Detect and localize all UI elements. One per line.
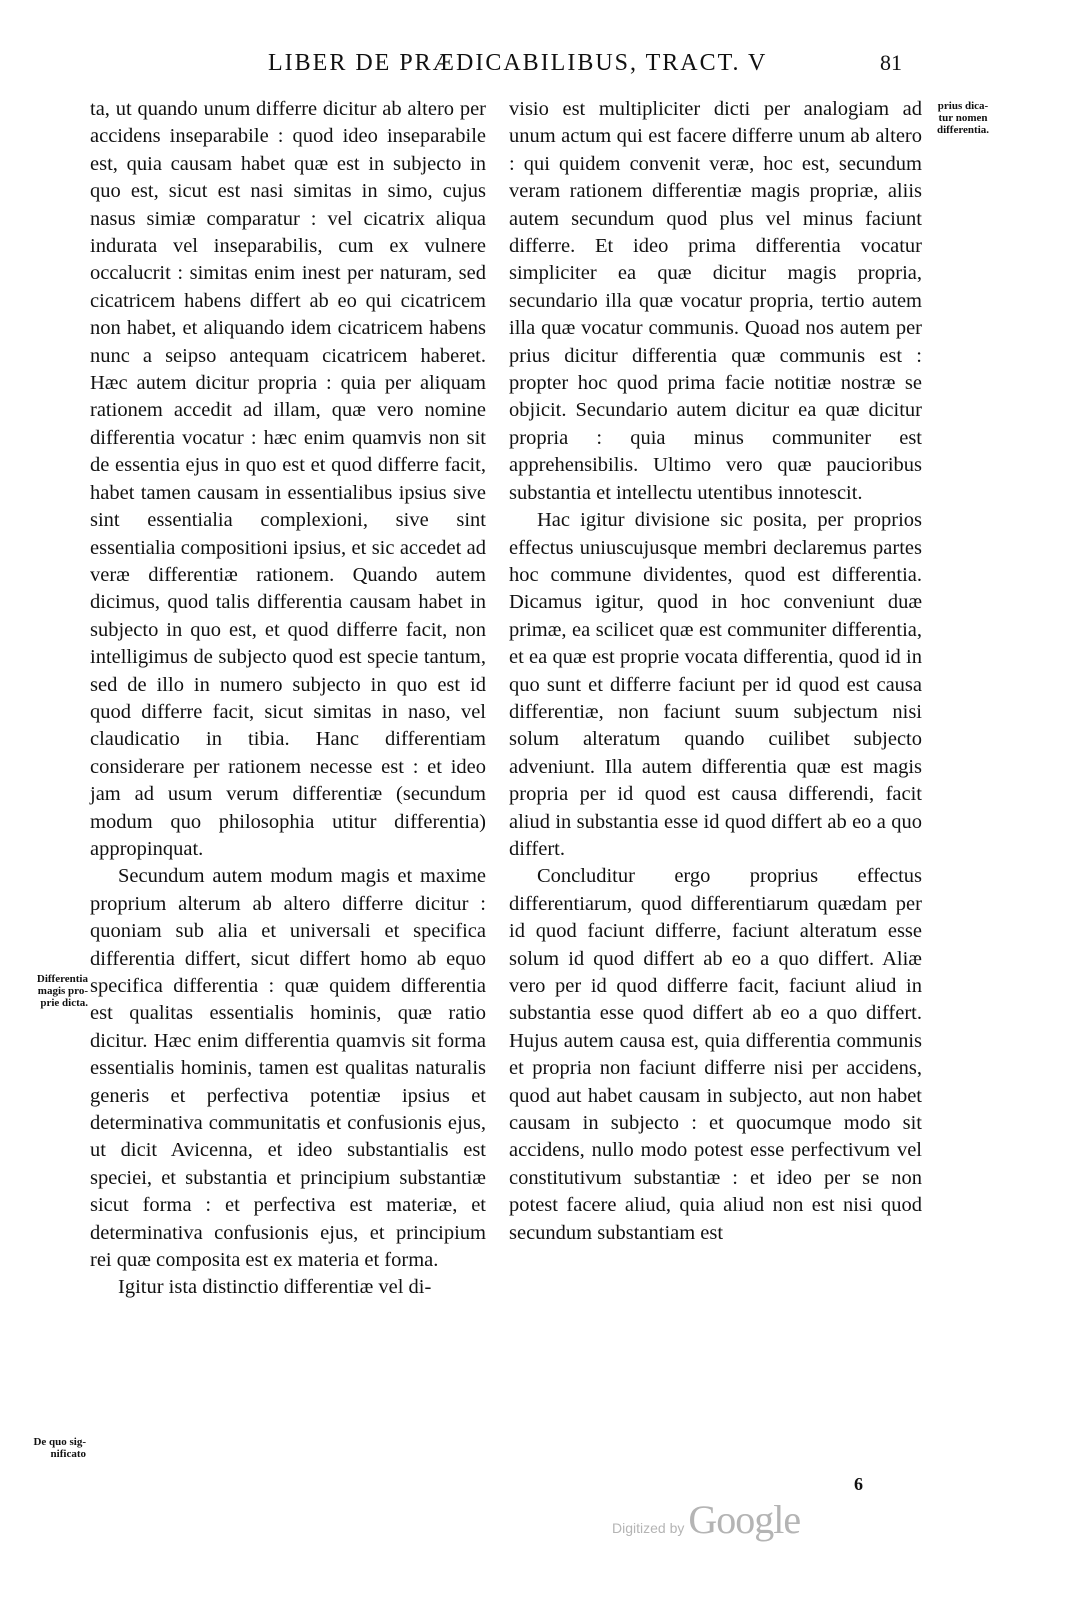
marginal-note-left-middle bbox=[2, 973, 88, 1009]
right-text-column bbox=[509, 96, 922, 1247]
paragraph: Hac igitur divisione sic posita, per proprios effectus uniuscujusque membri declaremus partes hoc commune dividentes, quod est differentia. Dicamus igitur, quod in hoc conveniunt duæ primæ, ea scilicet quæ est communiter differentia, et ea quæ est proprie vocata differentia, quod id in quo sunt et differre faciunt per id quod est causa differentiæ, non faciunt suum subjectum nisi solum alteratum quando cuilibet subjecto adveniunt. Illa autem differentia quæ est magis propria per id quod est causa differendi, facit aliud in substantia esse id quod differt ab eo a quo differt. bbox=[509, 509, 922, 860]
marginal-note-line: prius dica- bbox=[937, 100, 989, 112]
watermark-caption: Digitized by bbox=[612, 1520, 685, 1536]
paragraph: Secundum autem modum magis et maxime proprium alterum ab altero differre dicitur : quoniam sub alia et universali et specifica differentia differt, sicut differt homo ab equo specifica differentia : quæ quidem differentia est qualitas essentialis hominis, quæ ratio dicitur. Hæc enim differentia quamvis sit forma essentialis hominis, tamen est qualitas naturalis generis et perfectiva potentiæ ipsius et determinativa communitatis et confusionis ejus, ut dicit Avicenna, et ideo substantialis est speciei, et substantia et principium substantiæ sicut forma : et perfectiva est materiæ, et determinativa confusionis ejus, et principium rei quæ composita est ex materia et forma. bbox=[90, 865, 486, 1272]
page-number: 81 bbox=[880, 50, 902, 75]
paragraph: Concluditur ergo proprius effectus differentiarum, quod differentiarum quædam per id quod faciunt differre, faciunt alteratum esse solum id quod differt ab eo a quo differt. Aliæ vero per id quod differre facit, faciunt aliud in substantia esse quod differt ab eo a quo differt. Hujus autem causa est, quia differentia communis et propria non faciunt differre nisi per accidens, quod aut habet causam in subjecto, aut non habet causam in subjecto : et quocumque modo sit accidens, nullo modo potest esse perfectivum vel constitutivum substantiæ : et ideo per se non potest facere aliud, quia aliud non est nisi quod secundum substantiam est bbox=[509, 865, 922, 1244]
signature-mark: 6 bbox=[854, 1474, 863, 1494]
google-logo: Google bbox=[688, 1497, 801, 1542]
marginal-note-line: prie dicta. bbox=[40, 997, 88, 1009]
left-text-column bbox=[90, 96, 486, 1302]
marginal-note-line: nificato bbox=[50, 1448, 86, 1460]
paragraph: Igitur ista distinctio differentiæ vel di- bbox=[118, 1276, 432, 1299]
marginal-note-left-bottom bbox=[2, 1436, 86, 1460]
marginal-note-line: De quo sig- bbox=[33, 1436, 86, 1448]
marginal-note-right bbox=[928, 100, 998, 136]
paragraph: visio est multipliciter dicti per analogiam ad unum actum qui est facere differre unum ab altero : qui quidem convenit veræ, hoc est, secundum veram rationem differentiæ magis propriæ, aliis autem secundum quod plus vel minus faciunt differre. Et ideo prima differentia vocatur simpliciter ea quæ dicitur magis propria, secundario illa quæ vocatur propria, tertio autem illa quæ vocatur communis. Quoad nos autem per prius dicitur differentia quæ communis est : propter hoc quod prima facie notitiæ nostræ se objicit. Secundario autem dicitur ea quæ dicitur propria : quia minus communiter est apprehensibilis. Ultimo vero quæ paucioribus substantia et intellectu utentibus innotescit. bbox=[509, 98, 922, 504]
marginal-note-line: magis pro- bbox=[37, 985, 88, 997]
paragraph: ta, ut quando unum differre dicitur ab altero per accidens inseparabile : quod ideo inseparabile est, quia causam habet quæ est in subjecto in quo est, sicut est nasi simitas in simo, cujus nasus simiæ comparatur : vel cicatrix aliqua indurata vel inseparabilis, cum ex vulnere occalucrit : simitas enim inest per naturam, sed cicatricem habens differt ab eo qui cicatricem non habet, et aliquando idem cicatricem habens nunc a seipso antequam cicatricem haberet. Hæc autem dicitur propria : quia per aliquam rationem accedit ad illam, quæ vero nomine differentia vocatur : hæc enim quamvis non sit de essentia ejus in quo est et quod differre facit, habet tamen causam in essentialibus ipsius sive sint essentialia complexioni, sive sint essentialia compositioni ipsius, et sic accedet ad veræ differentiæ rationem. Quando autem dicimus, quod talis differentia causam habet in subjecto in quo est, et quod differre facit, non intelligimus de subjecto quod est specie tantum, sed de illo in numero subjecto in quo est id quod differre facit, sicut simitas in naso, vel claudicatio in tibia. Hanc differentiam considerare per rationem necesse est : et ideo jam ad usum verum differentiæ (secundum modum quo philosophia utitur differentia) appropinquat. bbox=[90, 98, 486, 860]
marginal-note-line: tur nomen bbox=[938, 112, 988, 124]
digitization-watermark bbox=[612, 1496, 800, 1546]
marginal-note-line: differentia. bbox=[936, 124, 990, 136]
running-title: LIBER DE PRÆDICABILIBUS, TRACT. V bbox=[268, 50, 768, 76]
marginal-note-line: Differentia bbox=[36, 973, 88, 985]
